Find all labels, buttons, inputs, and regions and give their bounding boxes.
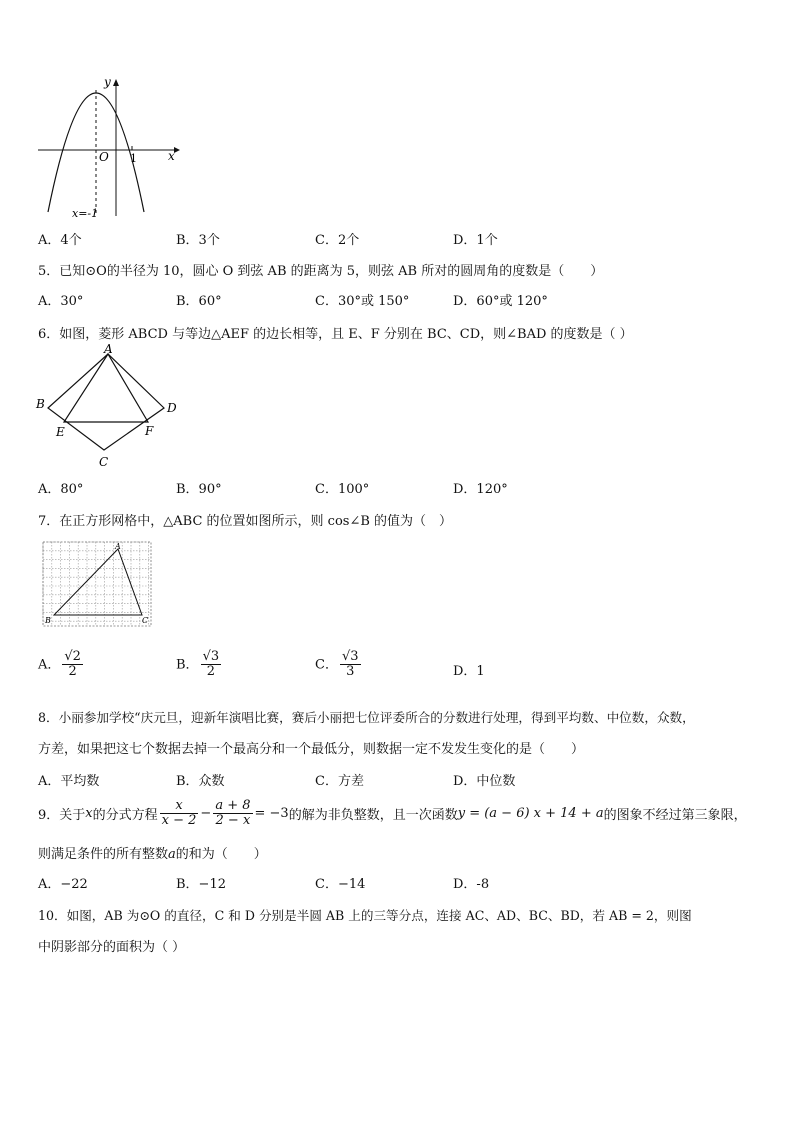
symmetry-label: x=-1	[72, 207, 99, 220]
q7-option-a-num: √2	[64, 649, 81, 664]
q9-func: y = (a − 6) x + 14 + a	[457, 806, 604, 822]
grid-border	[43, 542, 151, 626]
q10-text-line2: 中阴影部分的面积为（ ）	[38, 940, 186, 955]
q9-mid: 的分式方程	[92, 808, 158, 824]
point-f-label: F	[145, 424, 154, 438]
q4-option-b[interactable]: B．3个	[176, 233, 220, 248]
q7-option-a-den: 2	[68, 664, 77, 680]
q9-minus: −	[200, 806, 212, 822]
q6-option-b[interactable]: B．90°	[176, 482, 222, 497]
q7-option-c-num: √3	[341, 649, 359, 664]
q10-text-line1: 10．如图，AB 为⊙O 的直径，C 和 D 分别是半圆 AB 上的三等分点，连接 AC、AD、BC、BD，若 AB = 2，则图	[38, 908, 692, 923]
y-axis-arrow-icon	[113, 79, 119, 86]
q7-option-d[interactable]: D．1	[453, 664, 485, 679]
q7-option-b[interactable]	[176, 650, 223, 680]
q8-option-a[interactable]: A．平均数	[38, 774, 100, 789]
q9-option-a[interactable]: A．−22	[38, 877, 88, 892]
q5-option-a[interactable]: A．30°	[38, 294, 84, 309]
q9-text-line1	[38, 799, 747, 829]
grid-point-c-label: C	[142, 616, 149, 625]
q6-option-d[interactable]: D．120°	[453, 482, 508, 497]
q9-option-d[interactable]: D．-8	[453, 877, 490, 892]
q7-option-c[interactable]	[315, 650, 363, 680]
q6-option-c[interactable]: C．100°	[315, 482, 370, 497]
q7-option-c-den: 3	[346, 664, 355, 680]
square-grid	[43, 542, 151, 626]
q7-option-a-label: A．	[38, 657, 61, 673]
triangle-aef	[64, 354, 148, 422]
q5-option-b[interactable]: B．60°	[176, 294, 222, 309]
y-label: y	[104, 75, 111, 89]
q7-option-c-label: C．	[315, 657, 338, 673]
q9-line2b: 的和为（ ）	[175, 847, 267, 862]
q9-frac2-num: a + 8	[215, 798, 251, 813]
q9-text-line2	[38, 843, 267, 862]
point-d-label: D	[167, 401, 177, 415]
q9-var-x: x	[85, 806, 93, 822]
q7-option-b-den: 2	[206, 664, 215, 680]
q8-option-c[interactable]: C．方差	[315, 774, 364, 789]
point-c-label: C	[99, 455, 109, 469]
q9-tail1: 的解为非负整数，且一次函数	[288, 808, 458, 824]
q5-text: 5．已知⊙O的半径为 10，圆心 O 到弦 AB 的距离为 5，则弦 AB 所对的圆周角的度数是（ ）	[38, 264, 604, 279]
origin-label: O	[99, 150, 109, 164]
x-label: x	[168, 149, 175, 163]
q4-parabola-figure	[36, 74, 186, 222]
grid-point-b-label: B	[45, 616, 51, 625]
q8-text-line2: 方差，如果把这七个数据去掉一个最高分和一个最低分，则数据一定不发发生变化的是（ ）	[38, 742, 585, 757]
q7-option-b-label: B．	[176, 657, 199, 673]
q9-var-a: a	[168, 847, 176, 862]
triangle-abc	[54, 549, 142, 615]
q6-rhombus-figure	[34, 344, 184, 474]
q9-frac1-den: x − 2	[161, 813, 197, 829]
q7-option-a[interactable]	[38, 650, 85, 680]
q9-option-b[interactable]: B．−12	[176, 877, 226, 892]
q6-text: 6．如图，菱形 ABCD 与等边△AEF 的边长相等，且 E、F 分别在 BC、CD，则∠BAD 的度数是（ ）	[38, 327, 633, 342]
q8-option-d[interactable]: D．中位数	[453, 774, 516, 789]
x-axis-arrow-icon	[174, 147, 180, 153]
q6-option-a[interactable]: A．80°	[38, 482, 84, 497]
q4-option-a[interactable]: A．4个	[38, 233, 82, 248]
point-b-label: B	[36, 397, 45, 411]
q8-option-b[interactable]: B．众数	[176, 774, 225, 789]
q5-option-c[interactable]: C．30°或 150°	[315, 294, 410, 309]
point-a-label: A	[104, 344, 113, 356]
q9-eq: = −3	[254, 806, 289, 822]
point-e-label: E	[56, 425, 65, 439]
q7-grid-figure	[42, 541, 154, 627]
q9-tail2: 的图象不经过第三象限，	[603, 808, 747, 824]
q9-prefix: 9．关于	[38, 808, 86, 824]
grid-point-a-label: A	[115, 542, 121, 551]
q4-option-d[interactable]: D．1个	[453, 233, 498, 248]
q9-frac2-den: 2 − x	[215, 813, 251, 829]
q8-text-line1: 8．小丽参加学校“庆元旦，迎新年演唱比赛，赛后小丽把七位评委所合的分数进行处理，得到平均数、中位数，众数，	[38, 710, 695, 725]
q9-option-c[interactable]: C．−14	[315, 877, 366, 892]
q9-line2a: 则满足条件的所有整数	[38, 847, 169, 862]
one-label: 1	[130, 152, 137, 165]
q7-option-b-num: √3	[202, 649, 220, 664]
q9-frac1-num: x	[160, 799, 199, 814]
q7-text: 7．在正方形网格中，△ABC 的位置如图所示，则 cos∠B 的值为（ ）	[38, 514, 453, 529]
q5-option-d[interactable]: D．60°或 120°	[453, 294, 548, 309]
q4-option-c[interactable]: C．2个	[315, 233, 360, 248]
